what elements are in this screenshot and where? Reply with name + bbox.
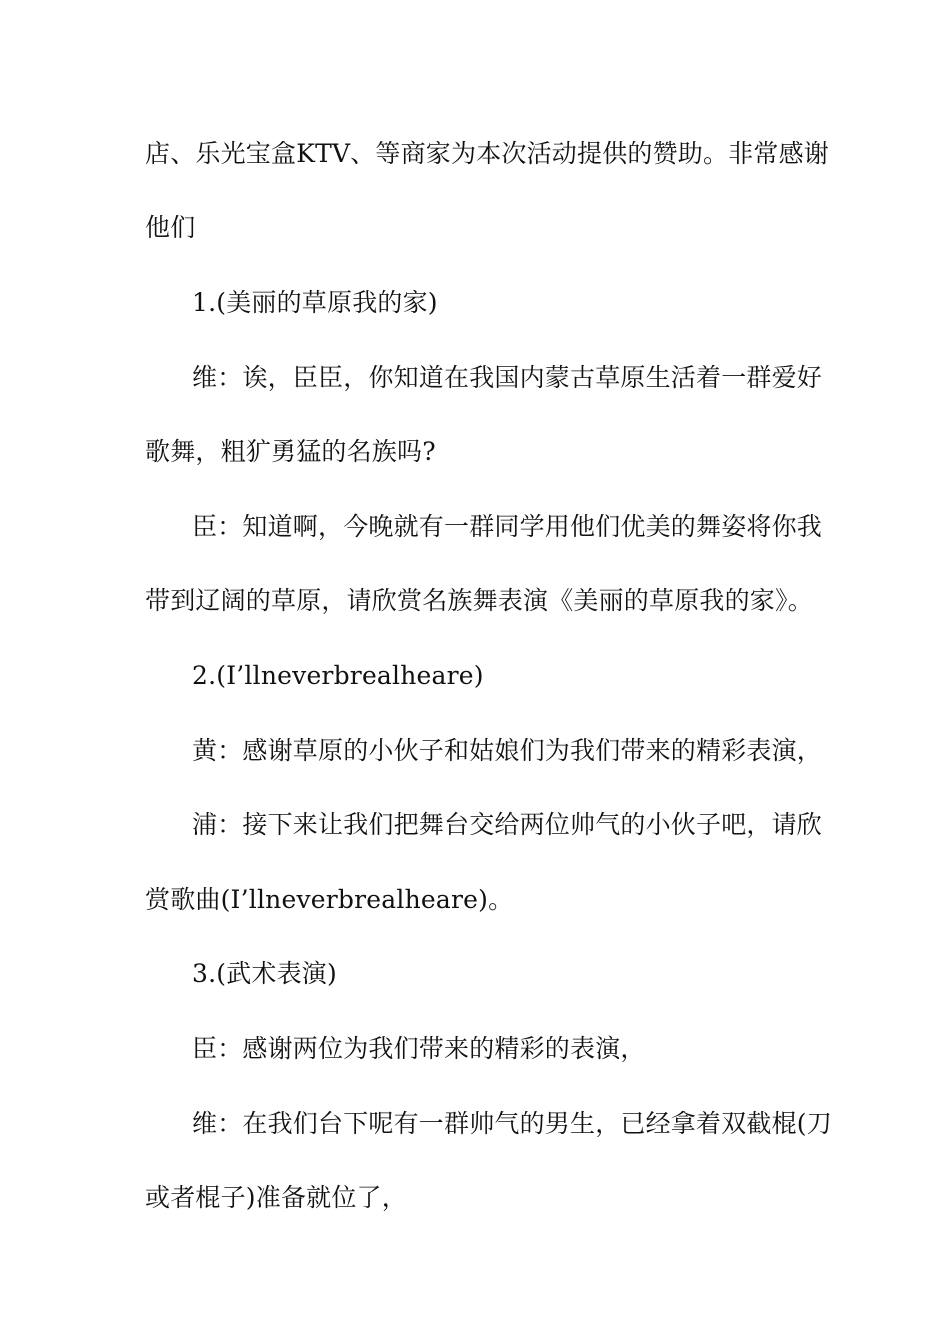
section-heading: 1.(美丽的草原我的家) [192, 288, 438, 317]
dialogue-line: 臣：知道啊，今晚就有一群同学用他们优美的舞姿将你我 [192, 512, 823, 541]
dialogue-line: 维：诶，臣臣，你知道在我国内蒙古草原生活着一群爱好 [192, 363, 823, 392]
section-heading: 2.(I’llneverbrealheare) [192, 661, 484, 690]
dialogue-line: 维：在我们台下呢有一群帅气的男生，已经拿着双截棍(刀 [192, 1109, 832, 1138]
paragraph-line: 店、乐光宝盒KTV、等商家为本次活动提供的赞助。非常感谢 [145, 139, 830, 168]
dialogue-line: 臣：感谢两位为我们带来的精彩的表演， [192, 1034, 646, 1063]
paragraph-line: 赏歌曲(I’llneverbrealheare)。 [145, 885, 514, 914]
dialogue-line: 浦：接下来让我们把舞台交给两位帅气的小伙子吧，请欣 [192, 810, 823, 839]
paragraph-line: 带到辽阔的草原，请欣赏名族舞表演《美丽的草原我的家》。 [145, 586, 813, 615]
dialogue-line: 黄：感谢草原的小伙子和姑娘们为我们带来的精彩表演， [192, 736, 823, 765]
paragraph-line: 他们 [145, 213, 196, 242]
section-heading: 3.(武术表演) [192, 959, 337, 988]
paragraph-line: 或者棍子)准备就位了， [145, 1183, 407, 1212]
paragraph-line: 歌舞，粗犷勇猛的名族吗? [145, 437, 436, 466]
